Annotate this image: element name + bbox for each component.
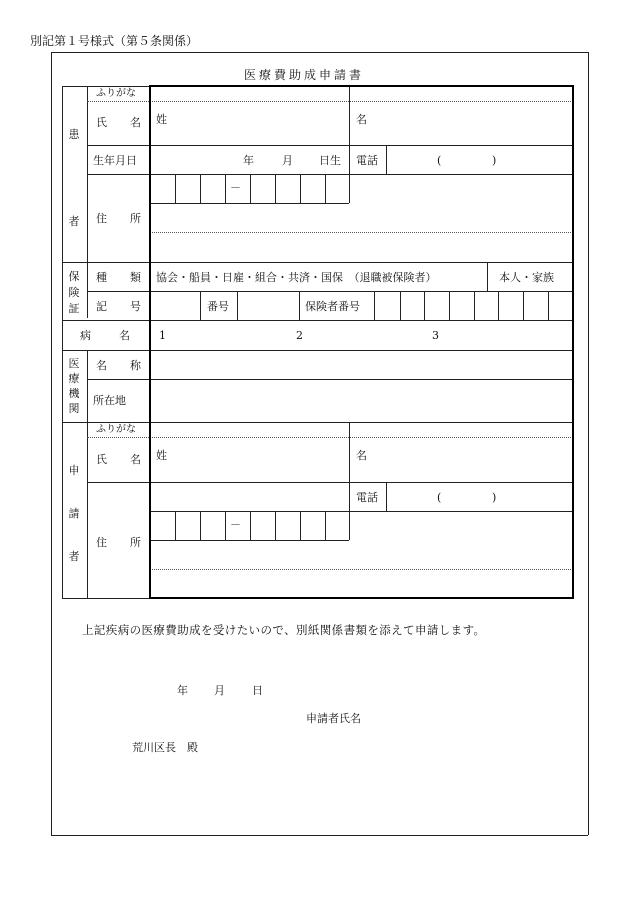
applicant-section-label: 請 [68, 507, 80, 520]
applicant-section-label: 者 [68, 550, 80, 563]
applicant-surname-field[interactable]: 姓 [156, 449, 167, 462]
patient-section-label: 患 [68, 128, 80, 141]
patient-surname-field[interactable]: 姓 [156, 113, 167, 126]
disease-name-field-2[interactable]: 2 [296, 329, 303, 342]
postal-dash: － [230, 518, 241, 531]
applicant-postal-code-field[interactable] [151, 512, 348, 539]
insurance-symbol-field[interactable] [151, 292, 199, 319]
phone-label: 電話 [356, 491, 378, 504]
medical-section-label: 医 [68, 357, 80, 370]
patient-section-label: 者 [68, 215, 80, 228]
applicant-section-label: 申 [68, 464, 80, 477]
applicant-name-signature-field[interactable] [370, 705, 570, 727]
phone-paren-close: ) [492, 154, 497, 167]
address-label: 所 [130, 536, 141, 549]
insurance-number-field[interactable] [238, 292, 298, 319]
applicant-address-field[interactable] [151, 541, 571, 596]
phone-paren-open: ( [437, 491, 442, 504]
patient-postal-code-field[interactable] [151, 175, 348, 202]
medical-name-field[interactable] [151, 351, 571, 378]
phone-paren-close: ) [492, 491, 497, 504]
disease-name-field-3[interactable]: 3 [432, 329, 439, 342]
postal-dash: － [230, 181, 241, 194]
insurance-section-label: 険 [68, 286, 80, 299]
insured-relation-options[interactable]: 本人・家族 [499, 271, 554, 284]
name-label: 氏 [96, 453, 107, 466]
name-label: 名 [130, 116, 141, 129]
medical-location-label: 所在地 [93, 394, 126, 407]
address-label: 住 [96, 212, 107, 225]
dob-year-unit: 年 [243, 154, 254, 167]
insurance-symbol-label: 号 [130, 300, 141, 313]
dob-day-unit: 日生 [319, 154, 341, 167]
furigana-label: ふりがな [96, 88, 136, 99]
insurance-section-label: 証 [68, 302, 80, 315]
insurer-number-label: 保険者番号 [305, 300, 360, 313]
disease-label: 名 [119, 329, 130, 342]
applicant-phone-field[interactable] [387, 483, 571, 510]
address-label: 所 [130, 212, 141, 225]
form-number: 別記第１号様式（第５条関係） [30, 34, 199, 48]
applicant-given-name-field[interactable]: 名 [356, 449, 367, 462]
applicant-name-signature-label: 申請者氏名 [306, 712, 361, 725]
name-label: 氏 [96, 116, 107, 129]
application-statement: 上記疾病の医療費助成を受けたいので、別紙関係書類を添えて申請します。 [82, 623, 486, 637]
addressee: 荒川区長 殿 [132, 741, 198, 754]
date-month-unit: 月 [214, 684, 225, 697]
medical-section-label: 療 [68, 372, 80, 385]
name-label: 名 [130, 453, 141, 466]
medical-section-label: 機 [68, 387, 80, 400]
patient-dob-field[interactable] [151, 146, 348, 173]
patient-given-name-field[interactable]: 名 [356, 113, 367, 126]
insurance-type-label: 類 [130, 271, 141, 284]
phone-label: 電話 [356, 154, 378, 167]
phone-paren-open: ( [437, 154, 442, 167]
date-year-unit: 年 [177, 684, 188, 697]
insurance-symbol-label: 記 [96, 300, 107, 313]
dob-label: 生年月日 [93, 154, 137, 167]
date-day-unit: 日 [252, 684, 263, 697]
disease-name-field-1[interactable]: 1 [159, 329, 166, 342]
dob-month-unit: 月 [282, 154, 293, 167]
medical-name-label: 名 [96, 359, 107, 372]
insurer-number-field[interactable] [375, 292, 571, 319]
insurance-type-label: 種 [96, 271, 107, 284]
medical-section-label: 関 [68, 402, 80, 415]
medical-location-field[interactable] [151, 380, 571, 421]
disease-label: 病 [80, 329, 91, 342]
form-title: 医療費助成申請書 [244, 68, 365, 82]
patient-address-field[interactable] [151, 204, 571, 260]
insurance-number-label: 番号 [207, 300, 229, 313]
furigana-label: ふりがな [96, 424, 136, 435]
insurance-section-label: 保 [68, 270, 80, 283]
insurance-type-options[interactable]: 協会・船員・日雇・組合・共済・国保 （退職被保険者） [156, 271, 437, 284]
patient-phone-field[interactable] [387, 146, 571, 173]
address-label: 住 [96, 536, 107, 549]
medical-name-label: 称 [130, 359, 141, 372]
